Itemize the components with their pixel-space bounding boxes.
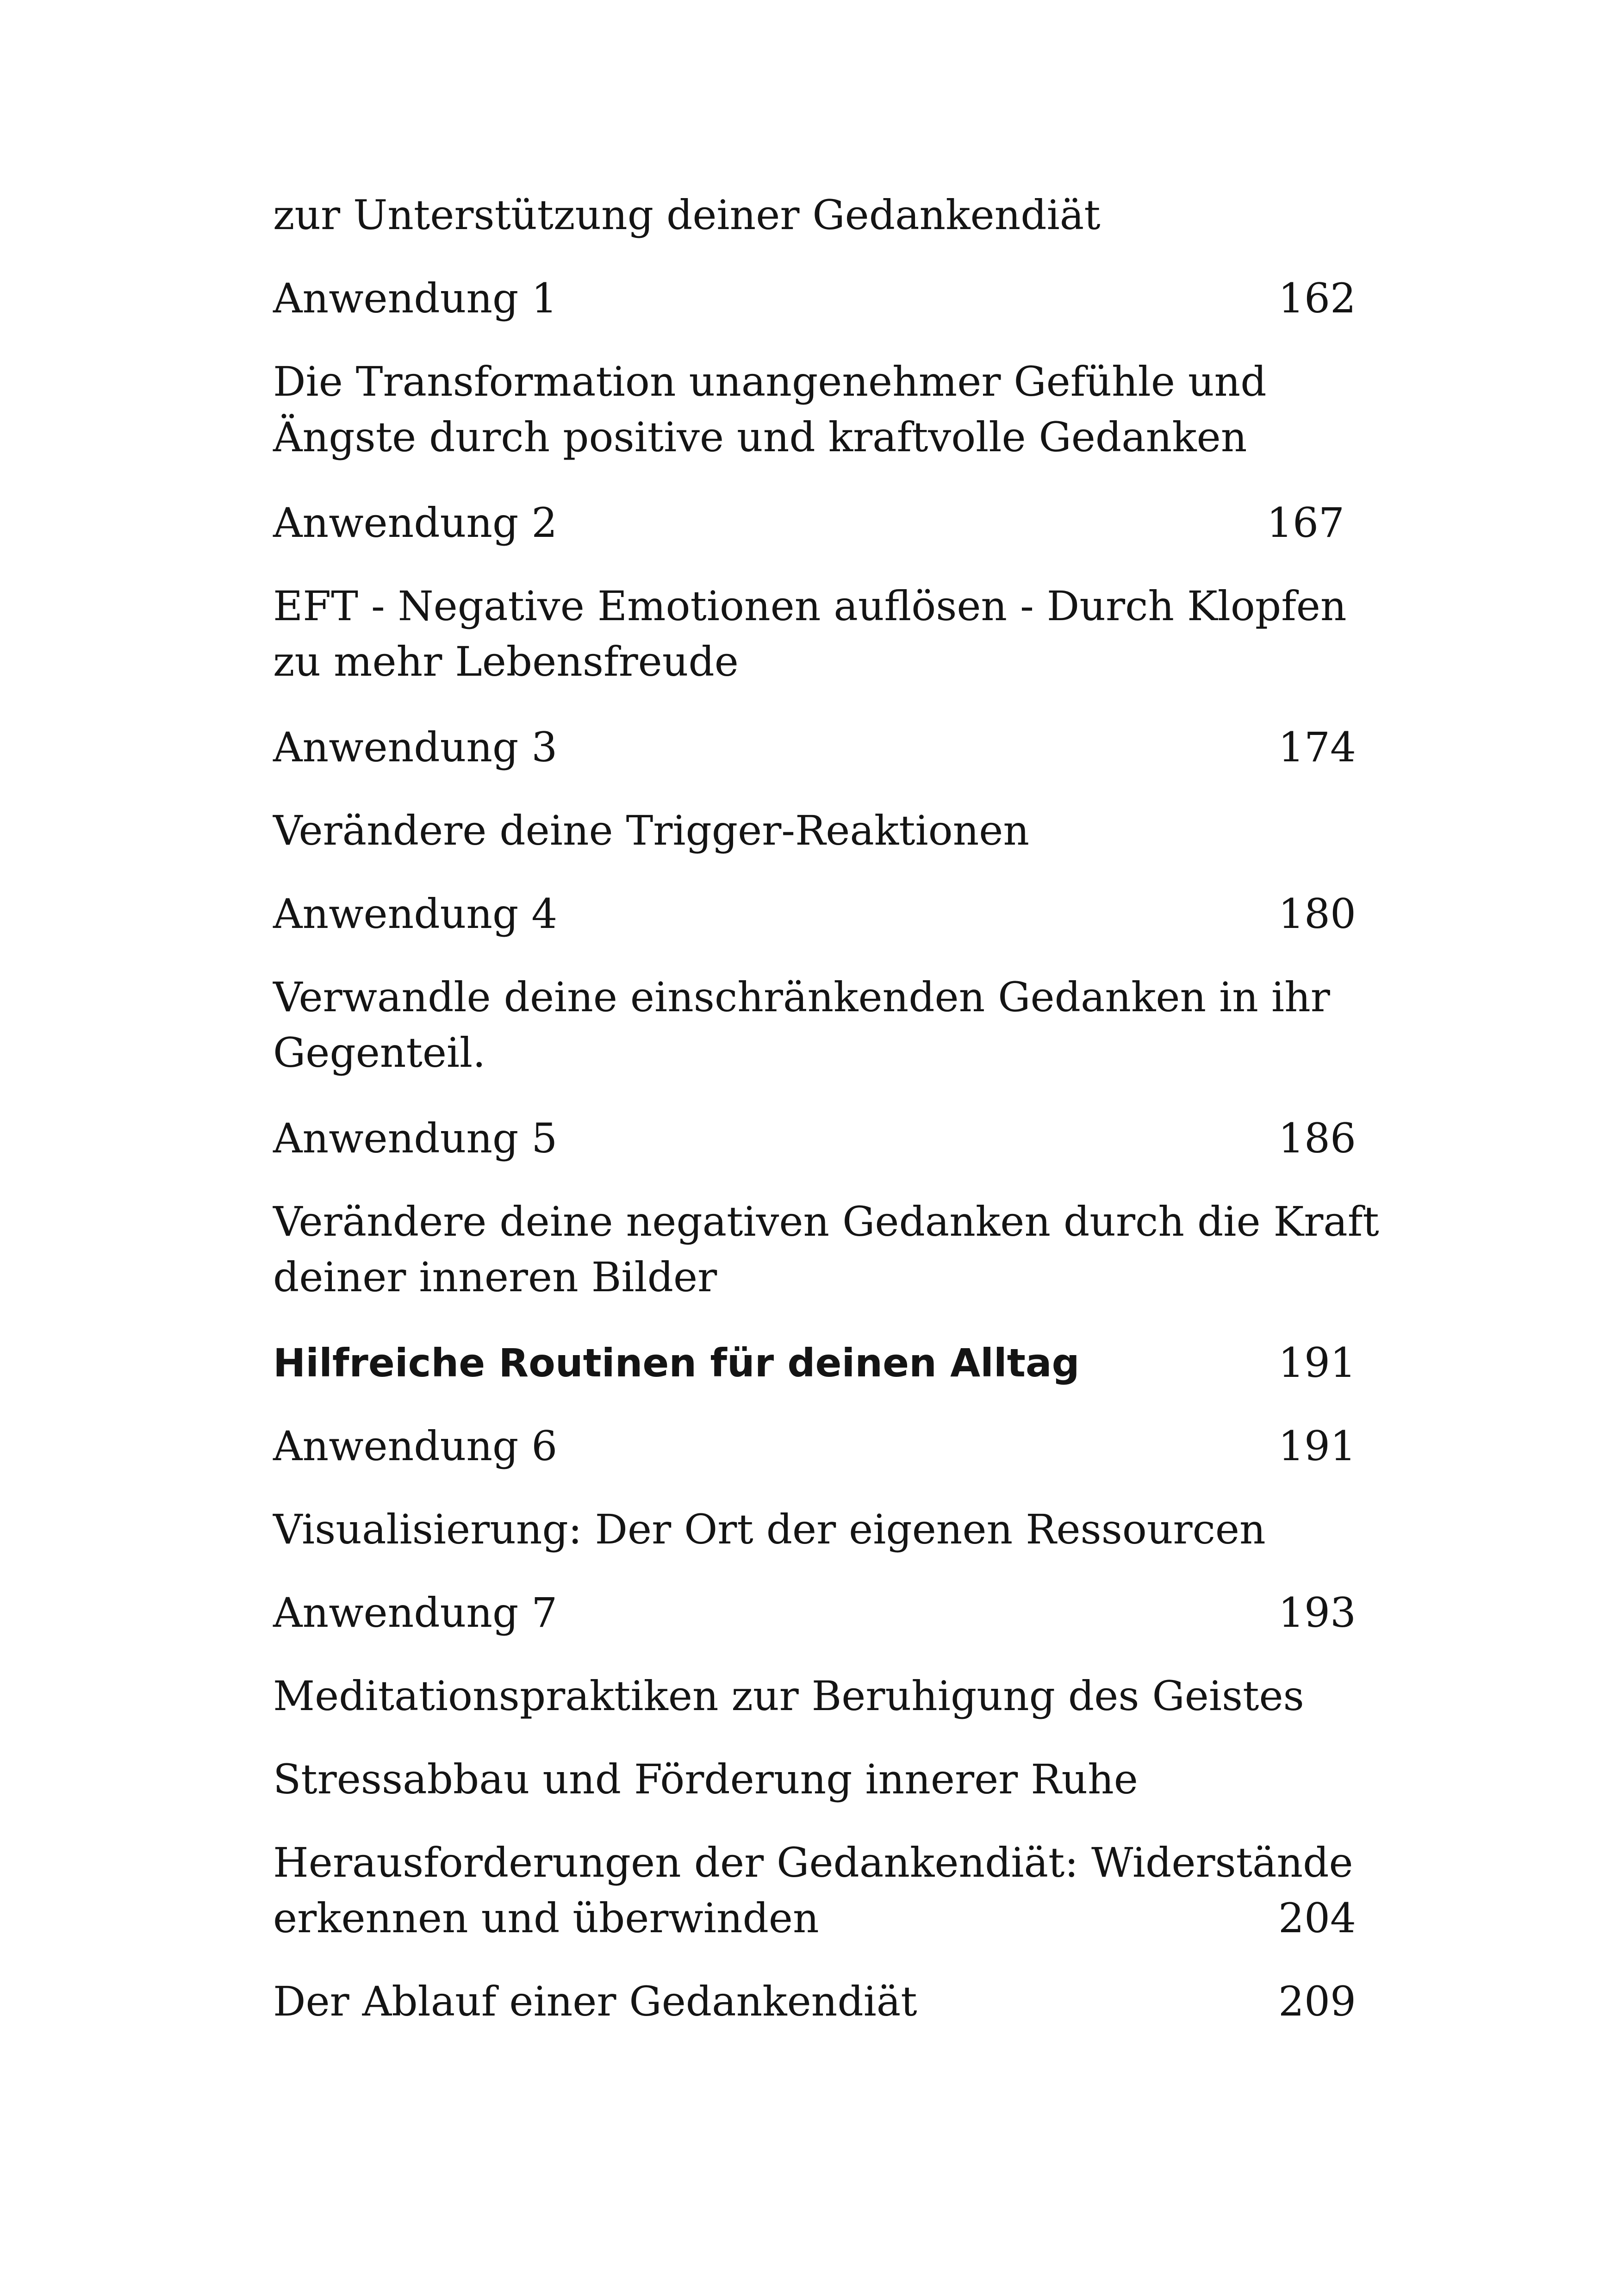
toc-entry-anwendung-4: Anwendung 4 (273, 890, 558, 938)
toc-entry-anwendung-3: Anwendung 3 (273, 723, 558, 771)
toc-entry-text: EFT - Negative Emotionen auflösen - Durch Klopfen (273, 582, 1347, 630)
toc-page-number: 193 (1278, 1589, 1356, 1636)
toc-entry-text: Ängste durch positive und kraftvolle Gedanken (273, 413, 1247, 461)
toc-page-number: 191 (1278, 1422, 1356, 1470)
toc-entry-text: Verändere deine Trigger-Reaktionen (273, 807, 1030, 854)
toc-entry-anwendung-6: Anwendung 6 (273, 1422, 558, 1470)
toc-entry-text: Verändere deine negativen Gedanken durch die Kraft (273, 1198, 1379, 1245)
toc-page-number: 209 (1278, 1978, 1356, 2025)
toc-page-number: 204 (1278, 1894, 1356, 1942)
toc-entry-text: Meditationspraktiken zur Beruhigung des Geistes (273, 1672, 1304, 1720)
toc-page-number: 162 (1278, 274, 1356, 322)
toc-entry-anwendung-2: Anwendung 2 (273, 499, 558, 547)
toc-entry-text: Gegenteil. (273, 1029, 486, 1076)
toc-page-number: 180 (1278, 890, 1356, 938)
toc-entry-text: Herausforderungen der Gedankendiät: Widerstände (273, 1839, 1353, 1886)
toc-page-number: 186 (1278, 1114, 1356, 1162)
toc-entry-anwendung-1: Anwendung 1 (273, 274, 558, 322)
toc-page-number: 191 (1278, 1339, 1356, 1387)
toc-entry-text: Der Ablauf einer Gedankendiät (273, 1978, 917, 2025)
toc-entry-text: Stressabbau und Förderung innerer Ruhe (273, 1755, 1138, 1803)
toc-entry-text: zu mehr Lebensfreude (273, 638, 739, 685)
toc-entry-text: erkennen und überwinden (273, 1894, 819, 1942)
toc-entry-text: Die Transformation unangenehmer Gefühle und (273, 358, 1267, 405)
toc-entry-text: zur Unterstützung deiner Gedankendiät (273, 191, 1101, 239)
toc-entry-text: Visualisierung: Der Ort der eigenen Ressourcen (273, 1506, 1266, 1553)
toc-entry-text: Verwandle deine einschränkenden Gedanken in ihr (273, 973, 1330, 1021)
toc-entry-text: deiner inneren Bilder (273, 1253, 717, 1301)
toc-section-heading: Hilfreiche Routinen für deinen Alltag (273, 1340, 1080, 1386)
toc-entry-anwendung-5: Anwendung 5 (273, 1114, 558, 1162)
toc-page-number: 167 (1267, 499, 1344, 547)
toc-page-number: 174 (1278, 723, 1356, 771)
toc-entry-anwendung-7: Anwendung 7 (273, 1589, 558, 1636)
